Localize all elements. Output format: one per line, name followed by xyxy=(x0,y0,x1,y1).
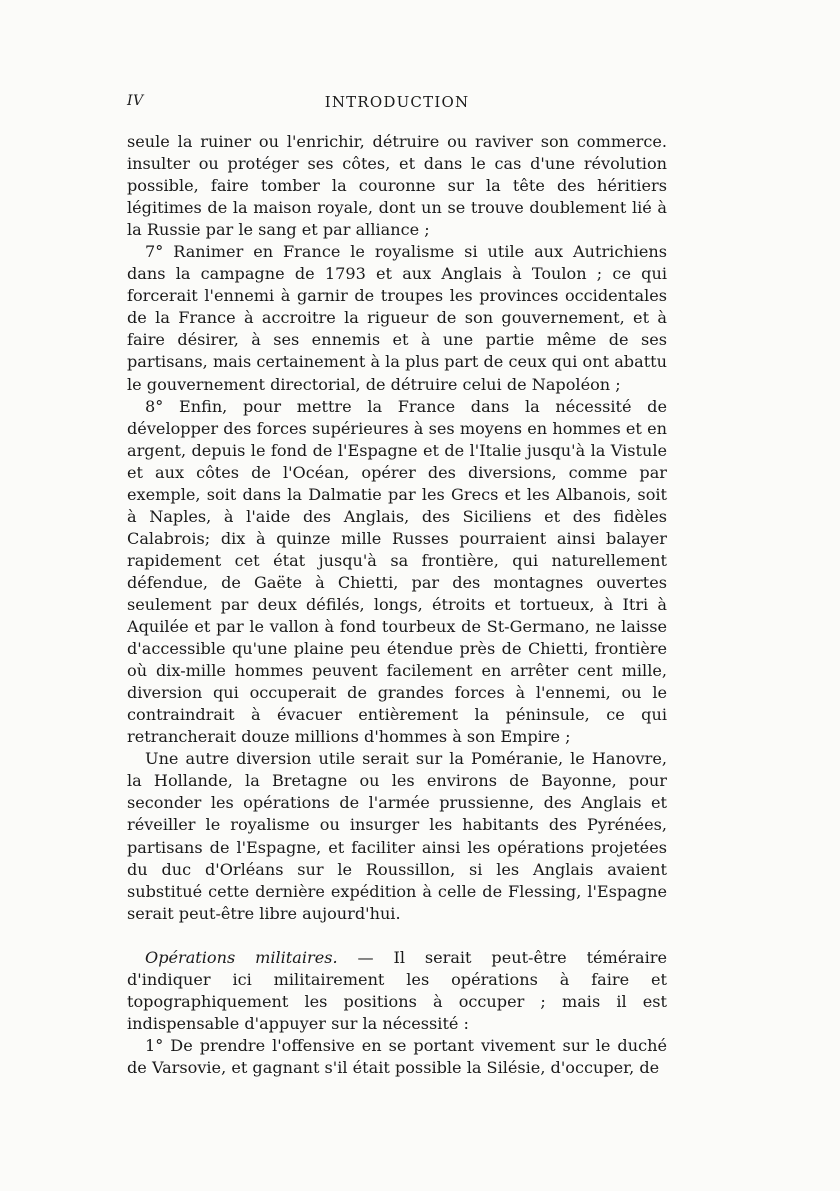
running-title: INTRODUCTION xyxy=(324,93,470,111)
paragraph-item-7: 7° Ranimer en France le royalisme si utile aux Autrichiens dans la campagne de 1793 et aux Anglais à Toulon ; ce qui forcerait l'ennemi à garnir de troupes les provinces occidentales de la France à accroitre la rigueur de son gouvernement, et à faire désirer, à ses ennemis et à une partie même de ses partisans, mais certainement à la plus part de ceux qui ont abattu le gouvernement directorial, de détruire celui de Napoléon ; xyxy=(127,242,667,394)
page-header xyxy=(127,93,667,113)
paragraph-diversion: Une autre diversion utile serait sur la Poméranie, le Hanovre, la Hollande, la Bretagne ou les environs de Bayonne, pour seconder les opérations de l'armée prussienne, des Anglais et réveiller le royalisme ou insurger les habitants des Pyrénées, partisans de l'Espagne, et faciliter ainsi les opérations projetées du duc d'Orléans sur le Roussillon, si les Anglais avaient substitué cette dernière expédition à celle de Flessing, l'Espagne serait peut-être libre aujourd'hui. xyxy=(127,749,667,923)
paragraph-item-8: 8° Enfin, pour mettre la France dans la nécessité de développer des forces supérieures à ses moyens en hommes et en argent, depuis le fond de l'Espagne et de l'Italie jusqu'à la Vistule et aux côtes de l'Océan, opérer des diversions, comme par exemple, soit dans la Dalmatie par les Grecs et les Albanois, soit à Naples, à l'aide des Anglais, des Siciliens et des fidèles Calabrois; dix à quinze mille Russes pourraient ainsi balayer rapidement cet état jusqu'à sa frontière, qui naturellement défendue, de Gaëte à Chietti, par des montagnes ouvertes seulement par deux défilés, longs, étroits et tortueux, à Itri à Aquilée et par le vallon à fond tourbeux de St-Germano, ne laisse d'accessible qu'une plaine peu étendue près de Chietti, frontière où dix-mille hommes peuvent facilement en arrêter cent mille, diversion qui occuperait de grandes forces à l'ennemi, ou le contraindrait à évacuer entièrement la péninsule, ce qui retrancherait douze millions d'hommes à son Empire ; xyxy=(127,396,667,747)
section-heading-operations: Opérations militaires. xyxy=(145,947,338,967)
paragraph-operations-text: — Il serait peut-être téméraire d'indiquer ici militairement les opérations à faire et topographiquement les positions à occuper ; mais il est indispensable d'appuyer sur la nécessité : xyxy=(127,947,667,1033)
paragraph-item-1: 1° De prendre l'offensive en se portant vivement sur le duché de Varsovie, et gagnant s'il était possible la Silésie, d'occuper, de xyxy=(127,1035,667,1077)
paragraph-operations xyxy=(127,947,667,1035)
paragraph-continuation: seule la ruiner ou l'enrichir, détruire ou raviver son commerce. insulter ou protéger ses côtes, et dans le cas d'une révolution possible, faire tomber la couronne sur la tête des héritiers légitimes de la maison royale, dont un se trouve doublement lié à la Russie par le sang et par alliance ; xyxy=(127,132,667,240)
page-number: IV xyxy=(127,93,144,109)
body-text xyxy=(127,131,667,1079)
